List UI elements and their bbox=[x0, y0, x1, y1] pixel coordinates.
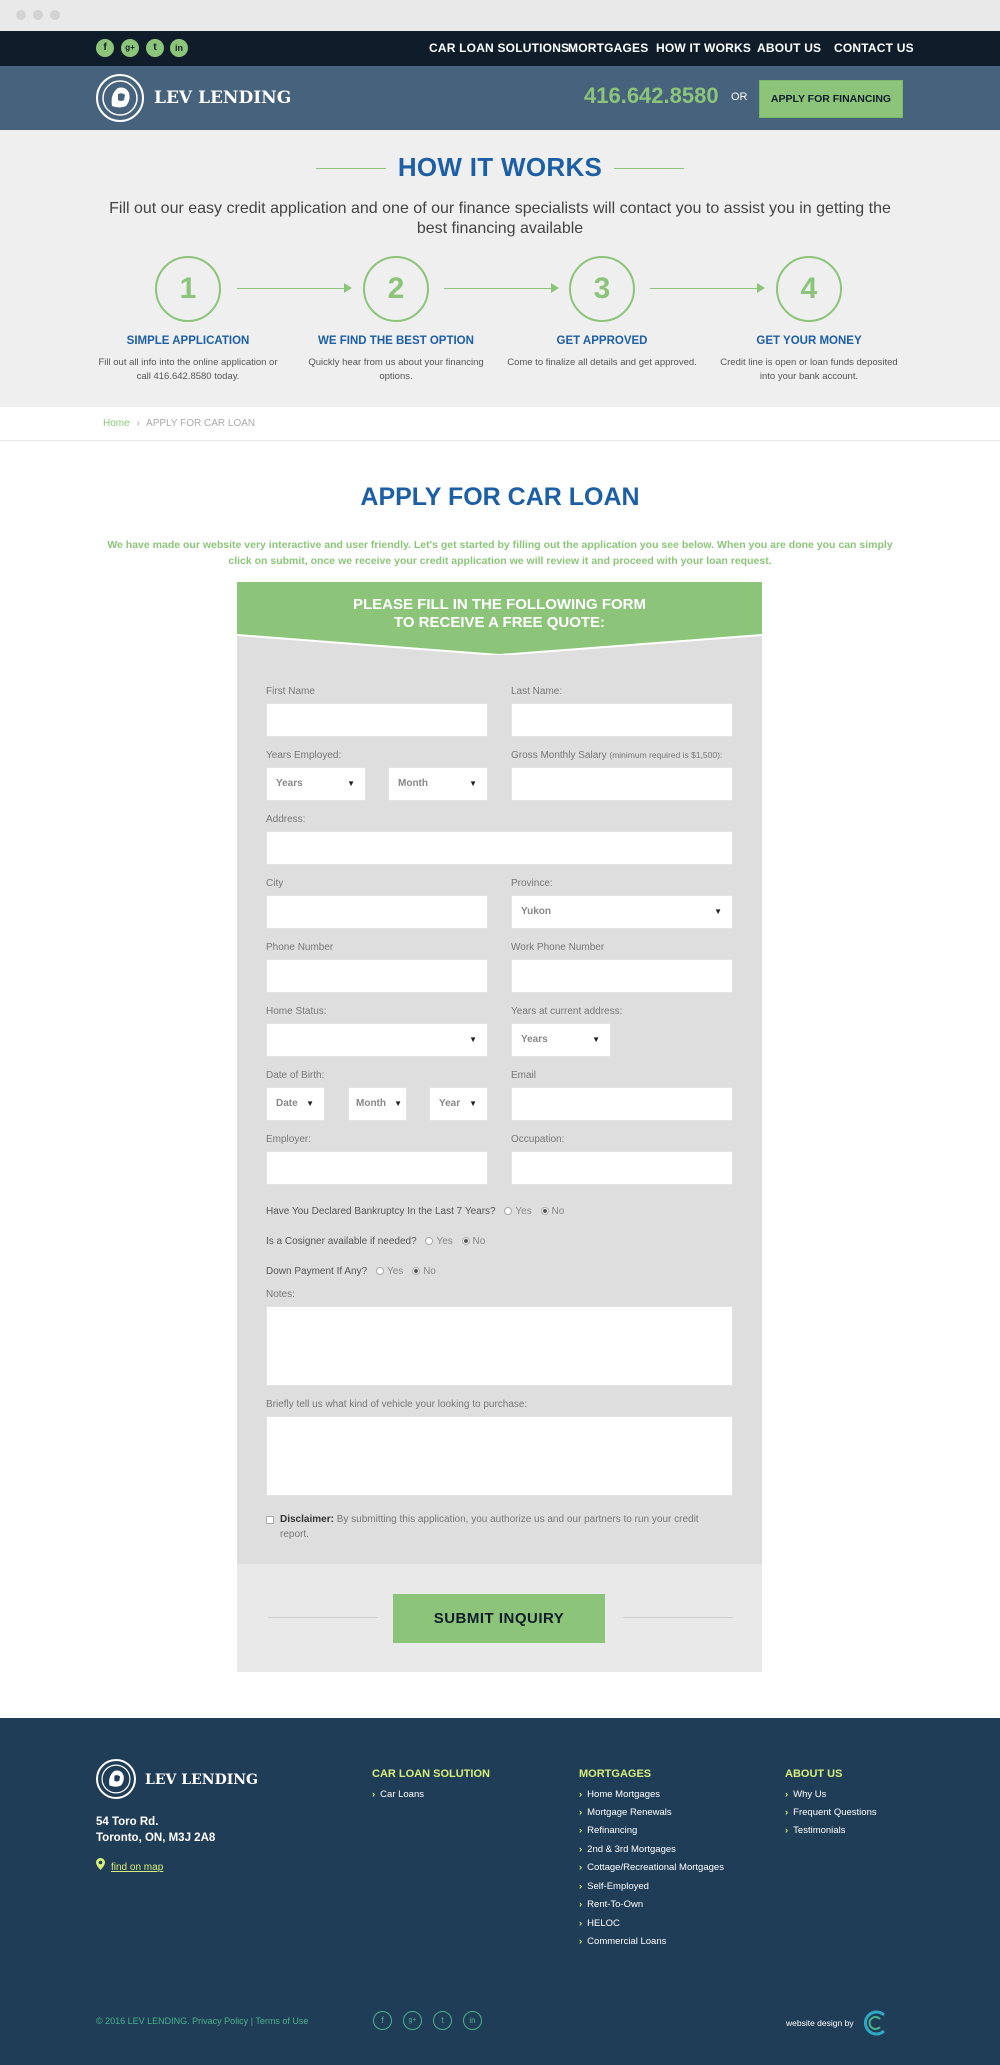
nav-mortgages[interactable]: MORTGAGES bbox=[568, 41, 649, 55]
step-arrow-2 bbox=[444, 288, 557, 289]
chevron-down-icon: ▼ bbox=[469, 779, 477, 788]
work-phone-field[interactable] bbox=[511, 959, 733, 993]
cosigner-no-label[interactable]: No bbox=[472, 1236, 486, 1247]
chevron-down-icon: ▼ bbox=[469, 1099, 477, 1108]
bankruptcy-no-radio[interactable] bbox=[541, 1207, 549, 1215]
nav-about-us[interactable]: ABOUT US bbox=[757, 41, 822, 55]
bankruptcy-no-label[interactable]: No bbox=[551, 1206, 565, 1217]
how-it-works-subtitle: Fill out our easy credit application and one of our finance specialists will contact you to assist you in getting the best financing available bbox=[109, 200, 891, 237]
home-status-label: Home Status: bbox=[266, 1006, 327, 1017]
linkedin-icon[interactable]: in bbox=[463, 2011, 482, 2030]
how-it-works-section bbox=[0, 130, 1000, 407]
bankruptcy-yes-radio[interactable] bbox=[504, 1207, 512, 1215]
city-label: City bbox=[266, 878, 284, 889]
facebook-icon[interactable]: f bbox=[96, 39, 114, 57]
notes-label: Notes: bbox=[266, 1289, 295, 1300]
breadcrumb-separator: › bbox=[136, 418, 140, 429]
design-credit: website design by bbox=[786, 2018, 854, 2028]
chevron-down-icon: ▼ bbox=[592, 1035, 600, 1044]
footer-col3-title: ABOUT US bbox=[785, 1768, 843, 1780]
form-header-line1: PLEASE FILL IN THE FOLLOWING FORM bbox=[352, 596, 647, 613]
years-employed-month-select[interactable] bbox=[388, 767, 488, 801]
submit-inquiry-button[interactable]: SUBMIT INQUIRY bbox=[393, 1594, 605, 1643]
bankruptcy-question-text: Have You Declared Bankruptcy In the Last 7 Years? bbox=[266, 1206, 496, 1217]
dob-month-value: Month bbox=[356, 1098, 386, 1109]
footer-link-testimonials[interactable]: › Testimonials bbox=[785, 1825, 845, 1836]
page-title: APPLY FOR CAR LOAN bbox=[360, 483, 640, 511]
form-header-line2: TO RECEIVE A FREE QUOTE: bbox=[393, 614, 606, 631]
footer-col1-title: CAR LOAN SOLUTION bbox=[372, 1768, 490, 1780]
last-name-label: Last Name: bbox=[511, 686, 563, 697]
address-field[interactable] bbox=[266, 831, 733, 865]
years-at-address-label: Years at current address: bbox=[511, 1006, 623, 1017]
footer-link-commercial-loans[interactable]: › Commercial Loans bbox=[579, 1936, 666, 1947]
window-minimize-dot[interactable] bbox=[33, 10, 43, 20]
step-2-title: WE FIND THE BEST OPTION bbox=[318, 335, 474, 347]
footer-col2-title: MORTGAGES bbox=[579, 1768, 652, 1780]
years-at-address-value: Years bbox=[521, 1034, 548, 1045]
footer-link-faq[interactable]: › Frequent Questions bbox=[785, 1807, 877, 1818]
occupation-field[interactable] bbox=[511, 1151, 733, 1185]
footer-link-mortgage-renewals[interactable]: › Mortgage Renewals bbox=[579, 1807, 672, 1818]
twitter-icon[interactable]: t bbox=[146, 39, 164, 57]
disclaimer-body: By submitting this application, you authorize us and our partners to run your credit report. bbox=[280, 1514, 699, 1540]
submit-rule-left bbox=[268, 1617, 378, 1618]
years-employed-years-select[interactable] bbox=[266, 767, 366, 801]
home-status-select[interactable] bbox=[266, 1023, 488, 1057]
email-field[interactable] bbox=[511, 1087, 733, 1121]
footer-link-car-loans[interactable]: › Car Loans bbox=[372, 1789, 424, 1800]
occupation-label: Occupation: bbox=[511, 1134, 565, 1145]
disclaimer-bold: Disclaimer: bbox=[280, 1514, 334, 1525]
down-payment-question-text: Down Payment If Any? bbox=[266, 1266, 368, 1277]
nav-how-it-works[interactable]: HOW IT WORKS bbox=[656, 41, 752, 55]
email-label: Email bbox=[511, 1070, 537, 1081]
province-value: Yukon bbox=[521, 906, 552, 917]
form-header-banner bbox=[237, 582, 762, 655]
bankruptcy-yes-label[interactable]: Yes bbox=[515, 1206, 532, 1217]
cosigner-question bbox=[266, 1236, 485, 1247]
years-employed-label: Years Employed: bbox=[266, 750, 342, 761]
footer-address-line2: Toronto, ON, M3J 2A8 bbox=[96, 1832, 216, 1844]
lion-logo-icon[interactable] bbox=[96, 74, 144, 122]
step-arrow-1 bbox=[237, 288, 350, 289]
site-header bbox=[0, 66, 1000, 130]
years-at-address-select[interactable] bbox=[511, 1023, 611, 1057]
find-on-map-link[interactable]: find on map bbox=[111, 1862, 164, 1873]
facebook-icon[interactable]: f bbox=[373, 2011, 392, 2030]
twitter-icon[interactable]: t bbox=[433, 2011, 452, 2030]
salary-label bbox=[511, 750, 722, 761]
nav-contact-us[interactable]: CONTACT US bbox=[834, 41, 914, 55]
footer-link-2nd-3rd-mortgages[interactable]: › 2nd & 3rd Mortgages bbox=[579, 1844, 676, 1855]
loan-application-form bbox=[237, 582, 762, 1672]
step-4-text: Credit line is open or loan funds deposited into your bank account. bbox=[720, 357, 898, 382]
designer-logo-icon[interactable] bbox=[860, 2008, 890, 2038]
footer-address bbox=[96, 1814, 215, 1846]
disclaimer-text bbox=[280, 1512, 730, 1542]
phone-field[interactable] bbox=[266, 959, 488, 993]
salary-label-text: Gross Monthly Salary bbox=[511, 750, 607, 761]
first-name-label: First Name bbox=[266, 686, 315, 697]
linkedin-icon[interactable]: in bbox=[170, 39, 188, 57]
google-plus-icon[interactable]: g+ bbox=[121, 39, 139, 57]
top-navigation bbox=[0, 31, 1000, 66]
down-payment-no-radio[interactable] bbox=[412, 1267, 420, 1275]
footer-link-home-mortgages[interactable]: › Home Mortgages bbox=[579, 1789, 660, 1800]
breadcrumb bbox=[103, 418, 255, 429]
footer-brand-name[interactable]: LEV LENDING bbox=[145, 1772, 259, 1788]
site-footer bbox=[0, 1718, 1000, 2065]
dob-month-select[interactable] bbox=[348, 1087, 407, 1121]
step-1-title: SIMPLE APPLICATION bbox=[126, 335, 250, 347]
disclaimer-checkbox[interactable] bbox=[266, 1516, 274, 1524]
step-3-text: Come to finalize all details and get approved. bbox=[507, 357, 697, 368]
down-payment-question bbox=[266, 1266, 436, 1277]
footer-link-heloc[interactable]: › HELOC bbox=[579, 1918, 620, 1929]
form-header-text bbox=[237, 596, 762, 632]
dob-year-select[interactable] bbox=[429, 1087, 488, 1121]
notes-textarea[interactable] bbox=[266, 1306, 733, 1386]
chevron-down-icon: ▼ bbox=[469, 1035, 477, 1044]
step-4-title: GET YOUR MONEY bbox=[756, 335, 862, 347]
step-4-circle: 4 bbox=[776, 256, 842, 322]
footer-link-self-employed[interactable]: › Self-Employed bbox=[579, 1881, 649, 1892]
footer-link-cottage-mortgages[interactable]: › Cottage/Recreational Mortgages bbox=[579, 1862, 724, 1873]
nav-car-loan-solutions[interactable]: CAR LOAN SOLUTIONS bbox=[429, 41, 570, 55]
page-intro: We have made our website very interactive and user friendly. Let's get started by filling out the application you see below. When you are done you can simply click on submit, once we receive your credit application we will review it and proceed with your loan request. bbox=[107, 539, 893, 567]
footer-address-line1: 54 Toro Rd. bbox=[96, 1816, 159, 1828]
window-maximize-dot[interactable] bbox=[50, 10, 60, 20]
step-3-title: GET APPROVED bbox=[556, 335, 648, 347]
header-phone[interactable]: 416.642.8580 bbox=[584, 83, 719, 108]
city-field[interactable] bbox=[266, 895, 488, 929]
step-1-text: Fill out all info into the online application or call 416.642.8580 today. bbox=[98, 357, 278, 382]
years-employed-month-value: Month bbox=[398, 778, 428, 789]
gross-salary-field[interactable] bbox=[511, 767, 733, 801]
breadcrumb-home[interactable]: Home bbox=[103, 418, 130, 429]
dob-date-select[interactable] bbox=[266, 1087, 325, 1121]
submit-rule-right bbox=[623, 1617, 733, 1618]
step-1-circle: 1 bbox=[155, 256, 221, 322]
how-it-works-title: HOW IT WORKS bbox=[397, 152, 603, 182]
step-arrow-3 bbox=[650, 288, 763, 289]
footer-link-why-us[interactable]: › Why Us bbox=[785, 1789, 826, 1800]
google-plus-icon[interactable]: g+ bbox=[403, 2011, 422, 2030]
province-label: Province: bbox=[511, 878, 553, 889]
apply-for-financing-button[interactable]: APPLY FOR FINANCING bbox=[759, 80, 903, 118]
browser-chrome bbox=[0, 0, 1000, 31]
step-2-circle: 2 bbox=[363, 256, 429, 322]
vehicle-textarea[interactable] bbox=[266, 1416, 733, 1496]
cosigner-question-text: Is a Cosigner available if needed? bbox=[266, 1236, 417, 1247]
dob-label: Date of Birth: bbox=[266, 1070, 325, 1081]
first-name-field[interactable] bbox=[266, 703, 488, 737]
address-label: Address: bbox=[266, 814, 306, 825]
last-name-field[interactable] bbox=[511, 703, 733, 737]
submit-area bbox=[237, 1564, 762, 1672]
title-rule-right bbox=[614, 168, 684, 169]
bankruptcy-question bbox=[266, 1206, 564, 1217]
map-pin-icon bbox=[96, 1858, 105, 1870]
years-employed-years-value: Years bbox=[276, 778, 303, 789]
or-label: OR bbox=[731, 91, 748, 103]
lion-logo-icon[interactable] bbox=[96, 1759, 136, 1799]
dob-date-value: Date bbox=[276, 1098, 298, 1109]
vehicle-label: Briefly tell us what kind of vehicle your looking to purchase: bbox=[266, 1399, 528, 1410]
chevron-down-icon: ▼ bbox=[394, 1099, 402, 1108]
down-payment-yes-radio[interactable] bbox=[376, 1267, 384, 1275]
breadcrumb-divider bbox=[0, 440, 1000, 441]
brand-name[interactable]: LEV LENDING bbox=[154, 88, 292, 108]
step-2-text: Quickly hear from us about your financing options. bbox=[308, 357, 484, 382]
step-3-circle: 3 bbox=[569, 256, 635, 322]
chevron-down-icon: ▼ bbox=[714, 907, 722, 916]
breadcrumb-current: APPLY FOR CAR LOAN bbox=[146, 418, 256, 429]
province-select[interactable] bbox=[511, 895, 733, 929]
cosigner-no-radio[interactable] bbox=[462, 1237, 470, 1245]
work-phone-label: Work Phone Number bbox=[511, 942, 605, 953]
window-close-dot[interactable] bbox=[16, 10, 26, 20]
footer-link-rent-to-own[interactable]: › Rent-To-Own bbox=[579, 1899, 643, 1910]
footer-link-refinancing[interactable]: › Refinancing bbox=[579, 1825, 637, 1836]
salary-note: (minimum required is $1,500): bbox=[609, 750, 723, 760]
employer-field[interactable] bbox=[266, 1151, 488, 1185]
down-payment-no-label[interactable]: No bbox=[423, 1266, 436, 1277]
chevron-down-icon: ▼ bbox=[347, 779, 355, 788]
down-payment-yes-label[interactable]: Yes bbox=[386, 1266, 404, 1277]
cosigner-yes-radio[interactable] bbox=[425, 1237, 433, 1245]
employer-label: Employer: bbox=[266, 1134, 312, 1145]
phone-label: Phone Number bbox=[266, 942, 334, 953]
dob-year-value: Year bbox=[439, 1098, 461, 1109]
chevron-down-icon: ▼ bbox=[306, 1099, 314, 1108]
footer-copyright[interactable]: © 2016 LEV LENDING. Privacy Policy | Terms of Use bbox=[96, 2016, 309, 2026]
cosigner-yes-label[interactable]: Yes bbox=[436, 1236, 453, 1247]
